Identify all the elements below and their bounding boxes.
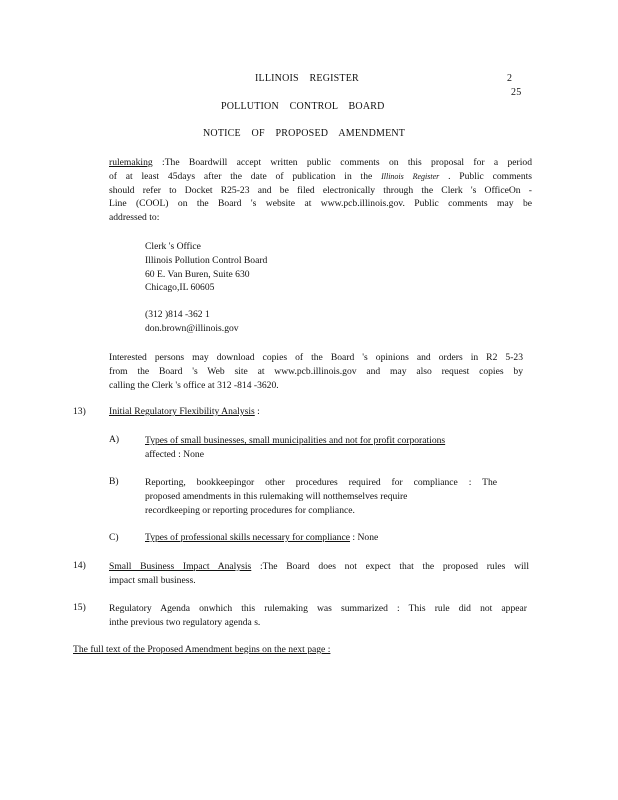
item-13a-line-2: affected : None bbox=[145, 448, 204, 460]
address-line-1: Clerk 's Office bbox=[145, 241, 201, 252]
item-13b-label: B) bbox=[109, 476, 119, 487]
item-15-number: 15) bbox=[73, 602, 86, 613]
item-13b-line-2: proposed amendments in this rulemaking will notthemselves require bbox=[145, 490, 408, 502]
address-line-2: Illinois Pollution Control Board bbox=[145, 254, 268, 266]
page-number-top: 2 bbox=[507, 73, 513, 84]
item-13-heading bbox=[109, 406, 260, 417]
rulemaking-label: rulemaking bbox=[109, 157, 153, 168]
item-13c-label: C) bbox=[109, 532, 119, 543]
interested-line-1: Interested persons may download copies of the Board 's opinions and orders in R2 5-23 bbox=[109, 352, 523, 363]
item-13a-label: A) bbox=[109, 434, 120, 445]
comments-paragraph bbox=[109, 156, 532, 225]
full-text-notice: The full text of the Proposed Amendment begins on the next page : bbox=[73, 644, 331, 655]
item-15-text bbox=[109, 602, 527, 630]
phone-number: (312 )814 -362 1 bbox=[145, 309, 210, 320]
address-line-3: 60 E. Van Buren, Suite 630 bbox=[145, 268, 250, 280]
board-title: POLLUTION CONTROL BOARD bbox=[221, 101, 385, 112]
address-block bbox=[145, 240, 267, 295]
comments-line-1 bbox=[109, 156, 532, 170]
item-14-line-2: impact small business. bbox=[109, 574, 196, 586]
comments-line-4: Line (COOL) on the Board 's website at www.pcb.illinois.gov. Public comments may be bbox=[109, 198, 532, 210]
item-14-text bbox=[109, 560, 529, 588]
page-number-bottom: 25 bbox=[511, 87, 522, 98]
item-13a-text bbox=[145, 434, 523, 462]
register-title: ILLINOIS REGISTER bbox=[255, 73, 359, 84]
item-15-line-1: Regulatory Agenda onwhich this rulemaking was summarized : This rule did not appear bbox=[109, 603, 527, 614]
item-13b-text bbox=[145, 476, 497, 517]
item-13b-line-1: Reporting, bookkeepingor other procedures required for compliance : The bbox=[145, 477, 497, 488]
item-13-number: 13) bbox=[73, 406, 86, 417]
illinois-register-italic-1: Illinois bbox=[381, 171, 404, 181]
comments-line-2-text: of at least 45days after the date of publication in the bbox=[109, 170, 373, 182]
item-14-line-1 bbox=[109, 560, 529, 574]
item-15-line-2: inthe previous two regulatory agenda s. bbox=[109, 616, 261, 628]
comments-line-2-rest: . Public comments bbox=[448, 170, 533, 182]
item-13c-text bbox=[145, 532, 378, 543]
comments-line-3: should refer to Docket R25-23 and be filed electronically through the Clerk 's OfficeOn - bbox=[109, 184, 532, 196]
item-13a-line-1: Types of small businesses, small municipalities and not for profit corporations bbox=[145, 435, 446, 446]
item-13-colon: : bbox=[257, 406, 260, 417]
email-address: don.brown@illinois.gov bbox=[145, 322, 239, 334]
item-14-title: Small Business Impact Analysis bbox=[109, 561, 252, 572]
comments-line-2 bbox=[109, 170, 532, 184]
item-13-title: Initial Regulatory Flexibility Analysis bbox=[109, 406, 255, 417]
comments-line-5: addressed to: bbox=[109, 212, 160, 224]
item-13c-rest: : None bbox=[352, 532, 379, 543]
interested-paragraph bbox=[109, 351, 523, 392]
interested-line-2: from the Board 's Web site at www.pcb.illinois.gov and may also request copies by bbox=[109, 365, 523, 377]
item-13c-line-1: Types of professional skills necessary for compliance bbox=[145, 532, 351, 543]
item-14-number: 14) bbox=[73, 560, 86, 571]
contact-block bbox=[145, 308, 239, 336]
item-13b-line-3: recordkeeping or reporting procedures for compliance. bbox=[145, 504, 355, 516]
illinois-register-italic-2: Register bbox=[412, 171, 440, 181]
address-line-4: Chicago,IL 60605 bbox=[145, 282, 215, 294]
comments-line-1-text: :The Boardwill accept written public comments on this proposal for a period bbox=[162, 157, 532, 168]
item-14-line-1-rest: :The Board does not expect that the proposed rules will bbox=[259, 561, 529, 572]
notice-title: NOTICE OF PROPOSED AMENDMENT bbox=[203, 128, 406, 139]
interested-line-3: calling the Clerk 's office at 312 -814 -3620. bbox=[109, 379, 279, 391]
